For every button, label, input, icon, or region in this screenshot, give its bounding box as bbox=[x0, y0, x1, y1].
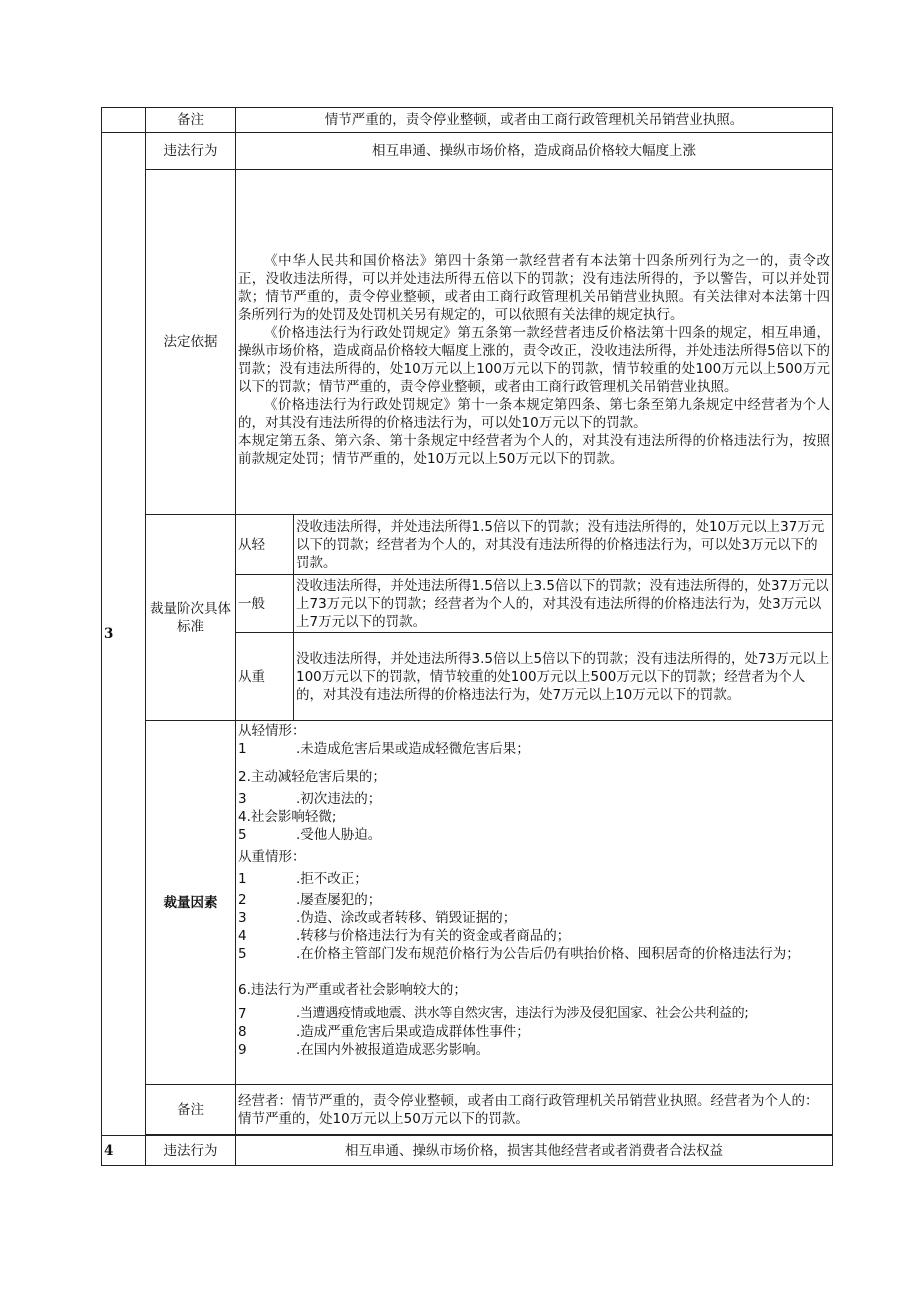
lenient-item: 1 .未造成危害后果或造成轻微危害后果； bbox=[238, 741, 530, 757]
item3-legal-label: 法定依据 bbox=[146, 170, 236, 515]
lenient-heading: 从轻情形： bbox=[238, 723, 306, 739]
lenient-item: 3 .初次违法的； bbox=[238, 791, 382, 807]
severe-item: 2 .屡查屡犯的； bbox=[238, 892, 382, 908]
item3-violation-text: 相互串通、操纵市场价格，造成商品价格较大幅度上涨 bbox=[236, 133, 833, 170]
level-row-lenient bbox=[102, 515, 833, 575]
item3-factors-content bbox=[236, 721, 833, 1085]
item3-legal-row bbox=[102, 170, 833, 515]
severe-item: 3 .伪造、涂改或者转移、销毁证据的； bbox=[238, 910, 517, 926]
item3-factors-row bbox=[102, 721, 833, 1085]
legal-paragraph-3: 《价格违法行为行政处罚规定》第十一条本规定第四条、第七条至第九条规定中经营者为个人的，对其没有违法所得的价格违法行为，可以处10万元以下的罚款。 bbox=[238, 397, 830, 431]
level-name-severe: 从重 bbox=[236, 633, 294, 721]
item4-violation-text: 相互串通、操纵市场价格，损害其他经营者或者消费者合法权益 bbox=[236, 1136, 833, 1166]
legal-paragraph-4: 本规定第五条、第六条、第十条规定中经营者为个人的，对其没有违法所得的价格违法行为，按照前款规定处罚；情节严重的，处10万元以上50万元以下的罚款。 bbox=[238, 433, 830, 467]
lenient-item: 4.社会影响轻微; bbox=[238, 809, 337, 825]
level-name-lenient: 从轻 bbox=[236, 515, 294, 575]
level-text-general: 没收违法所得，并处违法所得1.5倍以上3.5倍以下的罚款；没有违法所得的，处37万元以上73万元以下的罚款；经营者为个人的，对其没有违法所得的价格违法行为，处3万元以上7万元以下的罚款。 bbox=[294, 575, 833, 633]
severe-heading: 从重情形： bbox=[238, 849, 306, 865]
item4-violation-label: 违法行为 bbox=[146, 1136, 236, 1166]
severe-item: 5 .在价格主管部门发布规范价格行为公告后仍有哄抬价格、囤积居奇的价格违法行为； bbox=[238, 946, 800, 962]
severe-item: 7 .当遭遇疫情或地震、洪水等自然灾害，违法行为涉及侵犯国家、社会公共利益的; bbox=[238, 1006, 749, 1022]
penalty-standards-table bbox=[101, 107, 833, 1166]
severe-item: 6.违法行为严重或者社会影响较大的； bbox=[238, 982, 467, 998]
lenient-item: 2.主动减轻危害后果的； bbox=[238, 769, 386, 785]
severe-item: 9 .在国内外被报道造成恶劣影响。 bbox=[238, 1042, 490, 1058]
item3-factors-label: 裁量因素 bbox=[146, 721, 236, 1085]
item4-violation-row bbox=[102, 1136, 833, 1166]
legal-top-space bbox=[238, 216, 830, 252]
lenient-item: 5 .受他人胁迫。 bbox=[238, 827, 382, 843]
prev-remark-row bbox=[102, 108, 833, 133]
item3-violation-row bbox=[102, 133, 833, 170]
legal-paragraph-1: 《中华人民共和国价格法》第四十条第一款经营者有本法第十四条所列行为之一的，责令改正，没收违法所得，可以并处违法所得五倍以下的罚款；没有违法所得的，予以警告，可以并处罚款；情节严重的，责令停业整顿，或者由工商行政管理机关吊销营业执照。有关法律对本法第十四条所列行为的处罚及处罚机关另有规定的，可以依照有关法律的规定执行。 bbox=[238, 253, 830, 323]
level-text-lenient: 没收违法所得，并处违法所得1.5倍以下的罚款；没有违法所得的，处10万元以上37万元以下的罚款；经营者为个人的，对其没有违法所得的价格违法行为，可以处3万元以下的罚款。 bbox=[294, 515, 833, 575]
level-text-severe: 没收违法所得，并处违法所得3.5倍以上5倍以下的罚款；没有违法所得的，处73万元以上100万元以下的罚款，情节较重的处100万元以上500万元以下的罚款；经营者为个人的，对其没有违法所得的价格违法行为，处7万元以上10万元以下的罚款。 bbox=[294, 633, 833, 721]
item3-remark-row bbox=[102, 1085, 833, 1135]
item3-number: 3 bbox=[102, 133, 146, 1136]
prev-remark-text: 情节严重的，责令停业整顿，或者由工商行政管理机关吊销营业执照。 bbox=[236, 108, 833, 133]
severe-item: 8 .造成严重危害后果或造成群体性事件； bbox=[238, 1024, 530, 1040]
severe-item: 1 .拒不改正； bbox=[238, 871, 368, 887]
item4-number: 4 bbox=[102, 1136, 146, 1166]
item3-remark-text: 经营者：情节严重的，责令停业整顿，或者由工商行政管理机关吊销营业执照。经营者为个人的：情节严重的，处10万元以上50万元以下的罚款。 bbox=[236, 1085, 833, 1135]
item3-violation-label: 违法行为 bbox=[146, 133, 236, 170]
item3-remark-label: 备注 bbox=[146, 1085, 236, 1135]
item3-discretion-label: 裁量阶次具体标准 bbox=[146, 515, 236, 721]
level-name-general: 一般 bbox=[236, 575, 294, 633]
prev-number-cell bbox=[102, 108, 146, 133]
prev-remark-label: 备注 bbox=[146, 108, 236, 133]
severe-item: 4 .转移与价格违法行为有关的资金或者商品的； bbox=[238, 928, 571, 944]
item3-legal-text bbox=[236, 170, 833, 515]
legal-paragraph-2: 《价格违法行为行政处罚规定》第五条第一款经营者违反价格法第十四条的规定，相互串通，操纵市场价格，造成商品价格较大幅度上涨的，责令改正，没收违法所得，并处违法所得5倍以下的罚款；没有违法所得的，处10万元以上100万元以下的罚款，情节较重的处100万元以上500万元以下的罚款；情节严重的，责令停业整顿，或者由工商行政管理机关吊销营业执照。 bbox=[238, 325, 830, 395]
